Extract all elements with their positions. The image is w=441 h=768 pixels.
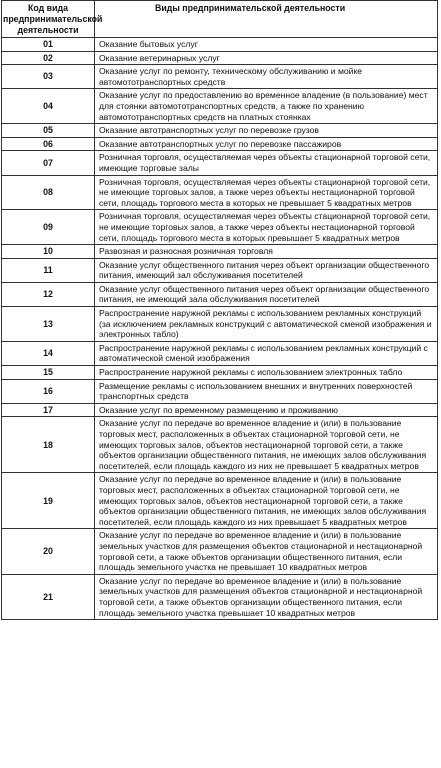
activity-code-cell: 08 [2,175,95,210]
activity-codes-sheet [1,0,438,620]
activity-description-cell: Оказание услуг по ремонту, техническому обслуживанию и мойке автомототранспортных средств [95,65,438,89]
activity-code-cell: 13 [2,307,95,342]
activity-code-cell: 12 [2,282,95,306]
activity-description-cell: Оказание услуг по передаче во временное владение и (или) в пользование земельных участков для размещения объектов стационарной и нестационарной торговой сети, а также объектов организации общественного питания, если площадь земельного участка превышает 10 квадратных метров [95,574,438,619]
table-row [2,574,438,619]
activity-description-cell: Оказание услуг по передаче во временное владение и (или) в пользование торговых мест, расположенных в объектах стационарной торговой сети, не имеющих торговых залов, объектов нестационарной торговой сети, а также объектов организации общественного питания, не имеющих залов обслуживания посетителей, если площадь каждого из них не превышает 5 квадратных метров [95,417,438,473]
activity-code-cell: 16 [2,379,95,403]
activity-description-cell: Розничная торговля, осуществляемая через объекты стационарной торговой сети, не имеющие торговых залов, а также через объекты нестационарной торговой сети, площадь торгового места в которых не превышает 5 квадратных метров [95,175,438,210]
activity-description-cell: Оказание услуг общественного питания через объект организации общественного питания, имеющий зал обслуживания посетителей [95,258,438,282]
activity-code-cell: 14 [2,341,95,365]
table-row [2,379,438,403]
activity-code-cell: 18 [2,417,95,473]
activity-code-cell: 21 [2,574,95,619]
activity-code-cell: 05 [2,124,95,138]
activity-code-cell: 20 [2,529,95,574]
table-row [2,51,438,65]
activity-code-cell: 01 [2,38,95,52]
table-row [2,38,438,52]
activity-code-cell: 03 [2,65,95,89]
activity-codes-table [1,0,438,620]
table-row [2,65,438,89]
activity-description-cell: Размещение рекламы с использованием внешних и внутренних поверхностей транспортных средств [95,379,438,403]
activity-code-cell: 11 [2,258,95,282]
activity-code-cell: 04 [2,89,95,124]
activity-description-cell: Распространение наружной рекламы с использованием рекламных конструкций с автоматической сменой изображения [95,341,438,365]
activity-description-cell: Оказание услуг общественного питания через объект организации общественного питания, не имеющий зала обслуживания посетителей [95,282,438,306]
activity-description-cell: Распространение наружной рекламы с использованием рекламных конструкций (за исключением рекламных конструкций с автоматической сменой изображения и электронных табло) [95,307,438,342]
activity-description-cell: Оказание автотранспортных услуг по перевозке пассажиров [95,137,438,151]
activity-code-cell: 19 [2,473,95,529]
activity-description-cell: Розничная торговля, осуществляемая через объекты стационарной торговой сети, имеющие торговые залы [95,151,438,175]
table-row [2,307,438,342]
table-row [2,137,438,151]
activity-description-cell: Оказание услуг по временному размещению и проживанию [95,403,438,417]
table-row [2,417,438,473]
activity-code-cell: 10 [2,245,95,259]
activity-description-cell: Распространение наружной рекламы с использованием электронных табло [95,366,438,380]
table-row [2,366,438,380]
activity-code-cell: 07 [2,151,95,175]
activity-description-cell: Оказание автотранспортных услуг по перевозке грузов [95,124,438,138]
activity-code-cell: 09 [2,210,95,245]
activity-description-cell: Оказание услуг по предоставлению во временное владение (в пользование) мест для стоянки автомототранспортных средств, а также по хранению автомототранспортных средств на платных стоянках [95,89,438,124]
table-row [2,89,438,124]
activity-description-cell: Розничная торговля, осуществляемая через объекты стационарной торговой сети, не имеющие торговых залов, а также через объекты нестационарной торговой сети, площадь торгового места в которых превышает 5 квадратных метров [95,210,438,245]
table-row [2,124,438,138]
table-row [2,341,438,365]
activity-description-cell: Оказание услуг по передаче во временное владение и (или) в пользование торговых мест, расположенных в объектах стационарной торговой сети, не имеющих торговых залов, объектов нестационарной торговой сети, а также объектов организации общественного питания, не имеющих залов обслуживания посетителей, если площадь каждого из них превышает 5 квадратных метров [95,473,438,529]
activity-code-cell: 17 [2,403,95,417]
activity-description-cell: Оказание услуг по передаче во временное владение и (или) в пользование земельных участков для размещения объектов стационарной и нестационарной торговой сети, а также объектов организации общественного питания, если площадь земельного участка не превышает 10 квадратных метров [95,529,438,574]
table-header-row [2,1,438,38]
table-row [2,245,438,259]
table-row [2,151,438,175]
activity-description-cell: Развозная и разносная розничная торговля [95,245,438,259]
table-row [2,403,438,417]
description-column-header: Виды предпринимательской деятельности [95,1,438,38]
table-row [2,258,438,282]
table-row [2,175,438,210]
activity-description-cell: Оказание ветеринарных услуг [95,51,438,65]
table-row [2,210,438,245]
table-row [2,473,438,529]
table-body [2,38,438,620]
code-column-header: Код вида предпринимательской деятельности [2,1,95,38]
table-row [2,529,438,574]
activity-description-cell: Оказание бытовых услуг [95,38,438,52]
activity-code-cell: 15 [2,366,95,380]
table-row [2,282,438,306]
activity-code-cell: 02 [2,51,95,65]
activity-code-cell: 06 [2,137,95,151]
